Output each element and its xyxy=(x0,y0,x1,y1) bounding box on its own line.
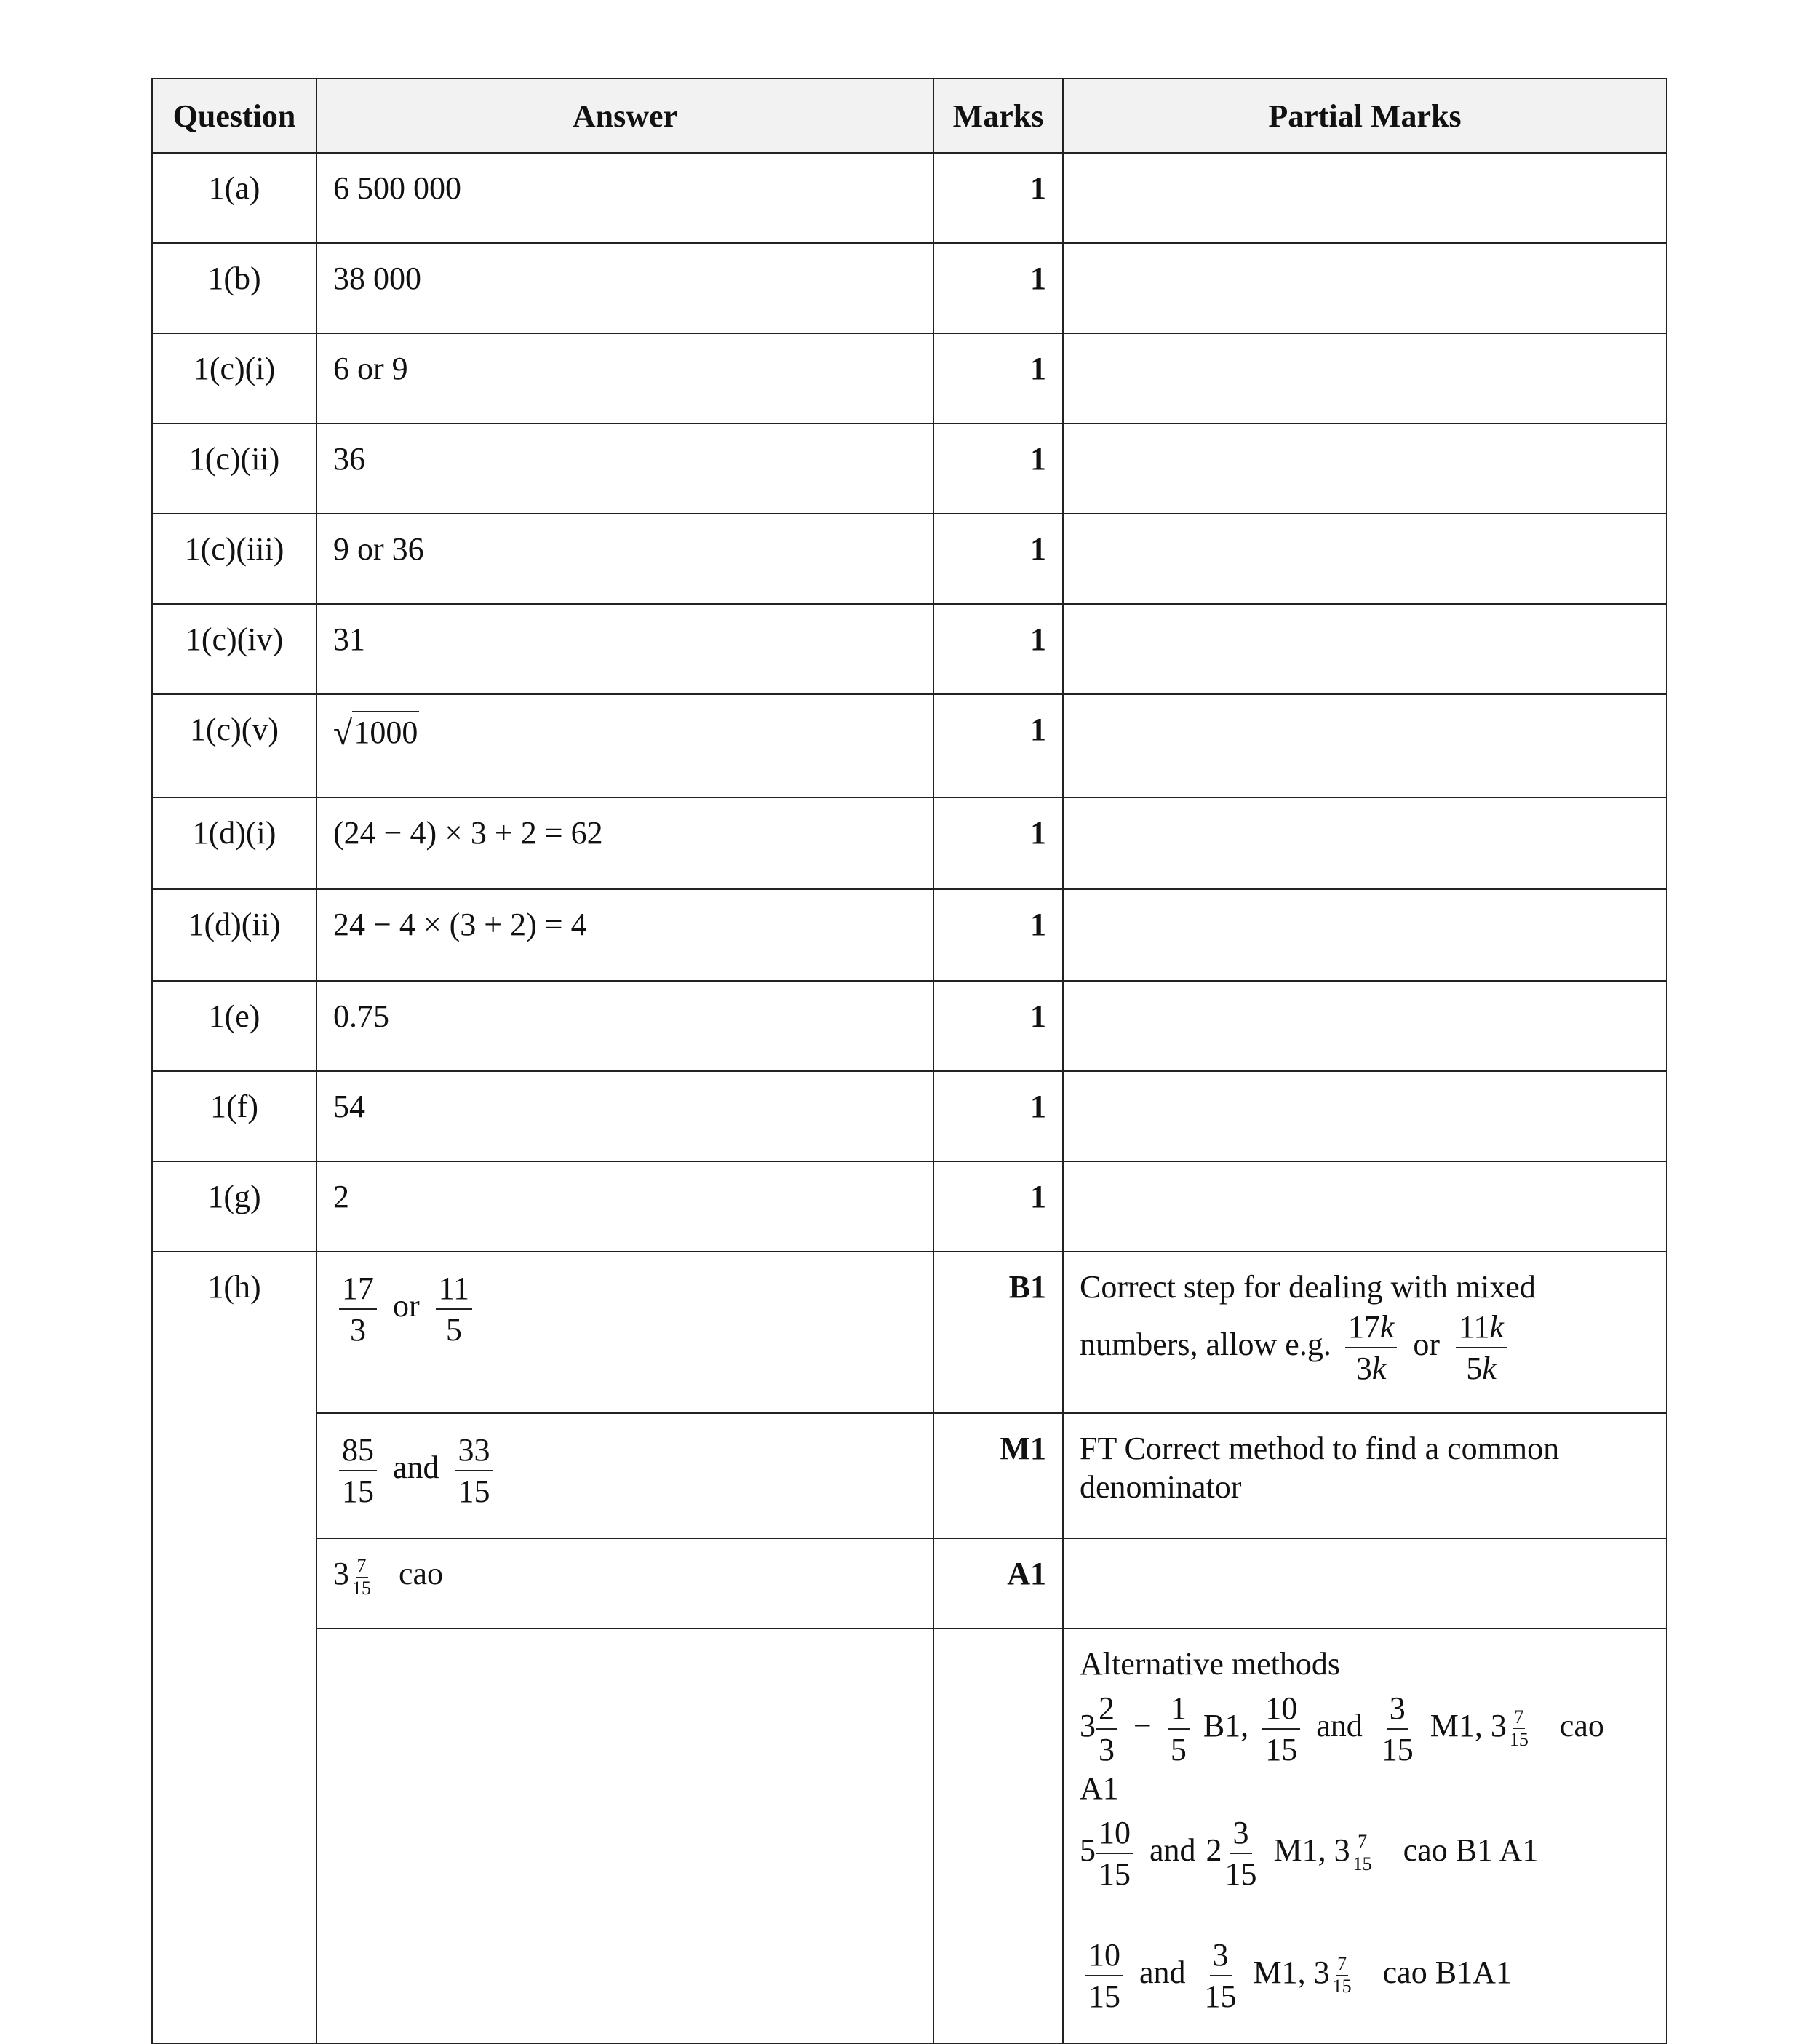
question-cell: 1(c)(iii) xyxy=(152,514,316,604)
question-cell: 1(a) xyxy=(152,153,316,243)
table-row xyxy=(152,514,1667,604)
table-row-1h-step3 xyxy=(152,1538,1667,1629)
header-question: Question xyxy=(152,79,316,153)
table-row xyxy=(152,798,1667,889)
alternatives-title: Alternative methods xyxy=(1080,1646,1341,1682)
denominator: 5k xyxy=(1466,1350,1497,1386)
table-row xyxy=(152,981,1667,1071)
table-row xyxy=(152,333,1667,423)
radical-sign-icon: √ xyxy=(333,714,353,752)
table-row xyxy=(152,1071,1667,1161)
marks-cell xyxy=(933,1629,1063,2043)
answer-cell: 2 xyxy=(316,1161,933,1252)
partial-text-line xyxy=(1080,1307,1653,1388)
marks-cell: 1 xyxy=(933,694,1063,798)
answer-cell xyxy=(316,1413,933,1538)
table-row-1h-step2 xyxy=(152,1413,1667,1538)
header-partial-marks: Partial Marks xyxy=(1063,79,1667,153)
header-answer: Answer xyxy=(316,79,933,153)
answer-cell: 9 or 36 xyxy=(316,514,933,604)
mixed-number xyxy=(333,1555,372,1599)
table-row xyxy=(152,604,1667,694)
partial-cell: FT Correct method to find a common denominator xyxy=(1063,1413,1667,1538)
fraction xyxy=(455,1430,493,1511)
marks-cell: 1 xyxy=(933,604,1063,694)
question-cell: 1(d)(ii) xyxy=(152,889,316,981)
numerator: 17k xyxy=(1345,1307,1398,1348)
numerator: 11 xyxy=(436,1268,472,1310)
answer-cell: 38 000 xyxy=(316,243,933,333)
fraction xyxy=(1456,1307,1507,1388)
partial-cell xyxy=(1063,423,1667,514)
answer-cell xyxy=(316,1538,933,1629)
numerator: 7 xyxy=(356,1555,367,1576)
connector-text: or xyxy=(393,1288,420,1324)
marks-cell: 1 xyxy=(933,1071,1063,1161)
partial-text: Correct step for dealing with mixed xyxy=(1080,1269,1536,1305)
cao-text: cao xyxy=(399,1556,444,1592)
marks-cell: M1 xyxy=(933,1413,1063,1538)
answer-cell: 6 or 9 xyxy=(316,333,933,423)
answer-cell: 31 xyxy=(316,604,933,694)
partial-cell xyxy=(1063,514,1667,604)
answer-cell: (24 − 4) × 3 + 2 = 62 xyxy=(316,798,933,889)
question-cell: 1(g) xyxy=(152,1161,316,1252)
alternative-line-1-tail: A1 xyxy=(1080,1770,1119,1806)
marks-cell: 1 xyxy=(933,889,1063,981)
answer-cell xyxy=(316,694,933,798)
partial-cell xyxy=(1063,981,1667,1071)
partial-cell xyxy=(1063,694,1667,798)
partial-cell xyxy=(1063,604,1667,694)
answer-cell: 0.75 xyxy=(316,981,933,1071)
marks-cell: 1 xyxy=(933,243,1063,333)
whole-part: 3 xyxy=(333,1556,349,1592)
question-cell: 1(e) xyxy=(152,981,316,1071)
partial-cell xyxy=(1063,1071,1667,1161)
answer-cell: 6 500 000 xyxy=(316,153,933,243)
header-marks: Marks xyxy=(933,79,1063,153)
question-cell: 1(c)(iv) xyxy=(152,604,316,694)
marks-cell: 1 xyxy=(933,1161,1063,1252)
partial-cell xyxy=(1063,1629,1667,2043)
partial-cell xyxy=(1063,1538,1667,1629)
header-row xyxy=(152,79,1667,153)
connector-text: or xyxy=(1413,1326,1440,1362)
connector-text: and xyxy=(393,1450,439,1486)
question-cell: 1(d)(i) xyxy=(152,798,316,889)
denominator: 15 xyxy=(342,1474,374,1509)
fraction xyxy=(1345,1307,1398,1388)
marks-cell: 1 xyxy=(933,333,1063,423)
numerator: 11k xyxy=(1456,1307,1507,1348)
partial-cell xyxy=(1063,1252,1667,1413)
answer-cell: 54 xyxy=(316,1071,933,1161)
fraction xyxy=(339,1268,377,1350)
square-root-expression xyxy=(333,711,419,751)
question-cell: 1(c)(i) xyxy=(152,333,316,423)
marks-cell: 1 xyxy=(933,423,1063,514)
answer-cell: 36 xyxy=(316,423,933,514)
marks-cell: 1 xyxy=(933,798,1063,889)
marks-cell: 1 xyxy=(933,514,1063,604)
table-row xyxy=(152,1161,1667,1252)
partial-cell xyxy=(1063,153,1667,243)
partial-cell xyxy=(1063,333,1667,423)
alternative-line-3: $\frac{10}{15}$ and $\frac{3}{15}$ M1, 3 $\frac{7}{15}$ cao B1A1 xyxy=(1080,1935,1653,2016)
alternative-line-2: 5 $\frac{10}{15}$ and 2 $\frac{3}{15}$ M1, 3 $\frac{7}{15}$ cao B1 A1 xyxy=(1080,1813,1653,1894)
marks-cell: 1 xyxy=(933,153,1063,243)
fraction xyxy=(351,1555,372,1599)
denominator: 5 xyxy=(445,1312,462,1348)
denominator: 15 xyxy=(458,1474,490,1509)
partial-cell xyxy=(1063,1161,1667,1252)
partial-text: numbers, allow e.g. xyxy=(1080,1326,1331,1362)
denominator: 3 xyxy=(350,1312,366,1348)
numerator: 85 xyxy=(339,1430,377,1471)
question-cell: 1(c)(ii) xyxy=(152,423,316,514)
radicand: 1000 xyxy=(352,711,419,751)
denominator: 15 xyxy=(352,1577,371,1599)
question-cell: 1(f) xyxy=(152,1071,316,1161)
question-cell: 1(b) xyxy=(152,243,316,333)
alternative-line-1: 3 $\frac{2}{3}$ − $\frac{1}{5}$ B1, $\frac{10}{15}$ and $\frac{3}{15}$ M1, 3 $\frac{7}{15}$ cao xyxy=(1080,1688,1653,1770)
marks-cell: B1 xyxy=(933,1252,1063,1413)
table-row-1h-alternatives xyxy=(152,1629,1667,2043)
table-row xyxy=(152,694,1667,798)
mark-scheme-table xyxy=(151,78,1667,2044)
fraction xyxy=(436,1268,472,1350)
question-cell: 1(h) xyxy=(152,1252,316,2043)
partial-cell xyxy=(1063,243,1667,333)
marks-cell: 1 xyxy=(933,981,1063,1071)
table-row xyxy=(152,243,1667,333)
table-row xyxy=(152,153,1667,243)
marks-cell: A1 xyxy=(933,1538,1063,1629)
table-row xyxy=(152,423,1667,514)
question-cell: 1(c)(v) xyxy=(152,694,316,798)
fraction xyxy=(339,1430,377,1511)
numerator: 33 xyxy=(455,1430,493,1471)
partial-cell xyxy=(1063,889,1667,981)
table-row-1h-step1 xyxy=(152,1252,1667,1413)
answer-cell xyxy=(316,1629,933,2043)
answer-cell xyxy=(316,1252,933,1413)
numerator: 17 xyxy=(339,1268,377,1310)
partial-cell xyxy=(1063,798,1667,889)
table-row xyxy=(152,889,1667,981)
answer-cell: 24 − 4 × (3 + 2) = 4 xyxy=(316,889,933,981)
denominator: 3k xyxy=(1355,1350,1387,1386)
